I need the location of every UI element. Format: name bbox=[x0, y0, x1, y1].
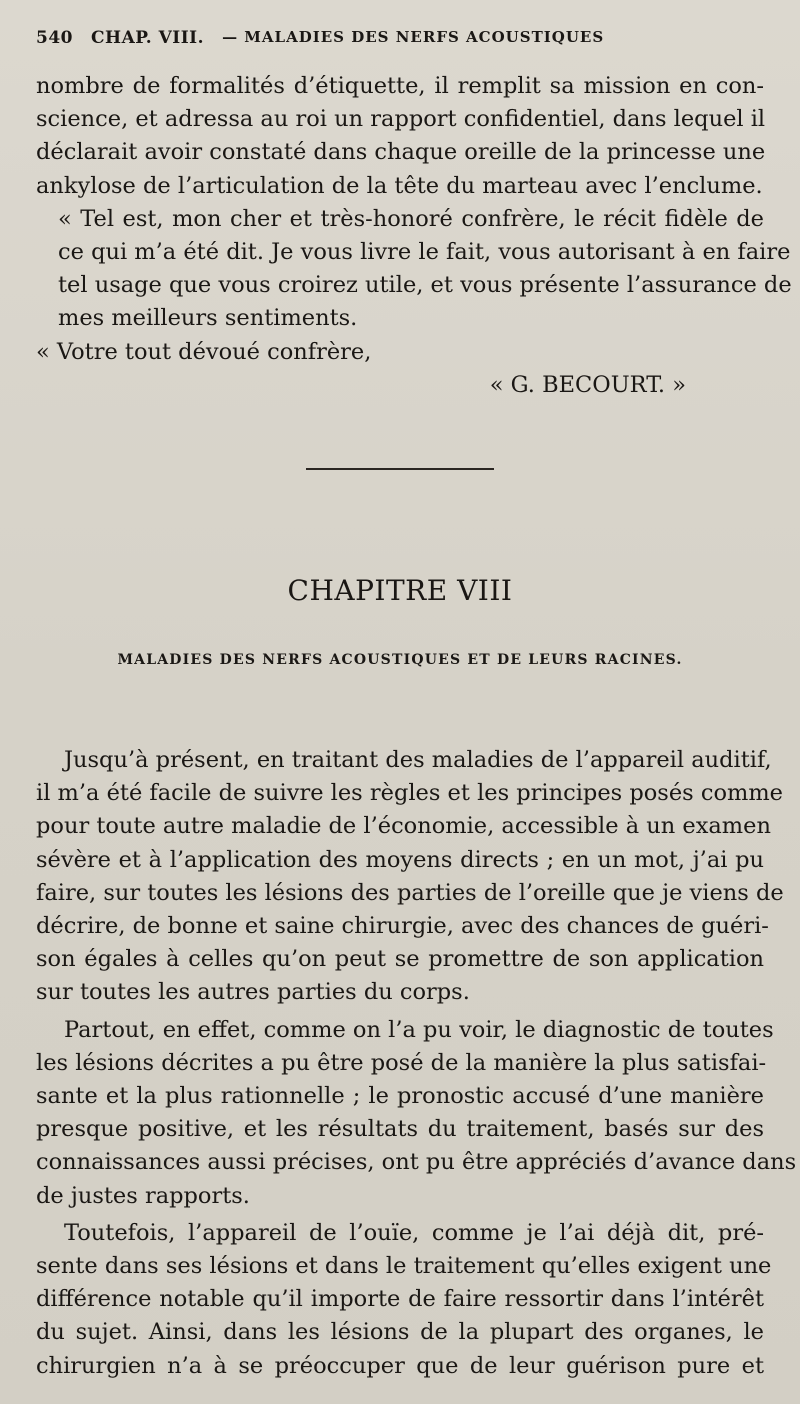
running-header bbox=[36, 28, 764, 48]
letter-paragraph bbox=[36, 203, 792, 336]
chapter-label: CHAP. VIII. bbox=[91, 28, 205, 48]
text-line: son égales à celles qu’on peut se promettre de son application bbox=[36, 946, 764, 973]
text-line: « Tel est, mon cher et très-honoré confrère, le récit fidèle de bbox=[58, 205, 764, 232]
text-line: connaissances aussi précises, ont pu être appréciés d’avance dans bbox=[36, 1149, 797, 1176]
text-line: du sujet. Ainsi, dans les lésions de la plupart des organes, le bbox=[36, 1319, 764, 1346]
text-line: il m’a été facile de suivre les règles et les principes posés comme bbox=[36, 780, 783, 807]
text-line: mes meilleurs sentiments. bbox=[58, 305, 358, 332]
chapter-title: CHAPITRE VIII bbox=[287, 574, 513, 607]
text-line: faire, sur toutes les lésions des parties de l’oreille que je viens de bbox=[36, 879, 784, 906]
text-line: sante et la plus rationnelle ; le pronostic accusé d’une manière bbox=[36, 1083, 764, 1110]
text-line: ce qui m’a été dit. Je vous livre le fait, vous autorisant à en faire bbox=[58, 239, 791, 266]
text-line: presque positive, et les résultats du traitement, basés sur des bbox=[36, 1116, 764, 1143]
text-line: de justes rapports. bbox=[36, 1182, 250, 1209]
text-line: Partout, en effet, comme on l’a pu voir, le diagnostic de toutes bbox=[64, 1016, 774, 1043]
continuation-paragraph bbox=[36, 70, 764, 203]
continuation-block bbox=[36, 70, 792, 402]
running-title: — MALADIES DES NERFS ACOUSTIQUES bbox=[222, 28, 605, 46]
text-line: sur toutes les autres parties du corps. bbox=[36, 979, 470, 1006]
text-line: différence notable qu’il importe de faire ressortir dans l’intérêt bbox=[36, 1286, 764, 1313]
letter-closing: « Votre tout dévoué confrère, bbox=[36, 338, 372, 365]
text-line: chirurgien n’a à se préoccuper que de leur guérison pure et bbox=[36, 1352, 764, 1379]
body-paragraph-1 bbox=[36, 744, 784, 1010]
body-paragraph-3 bbox=[36, 1217, 772, 1383]
text-line: sévère et à l’application des moyens directs ; en un mot, j’ai pu bbox=[36, 846, 764, 873]
text-line: science, et adressa au roi un rapport confidentiel, dans lequel il bbox=[36, 106, 766, 133]
text-line: Toutefois, l’appareil de l’ouïe, comme je l’ai déjà dit, pré- bbox=[64, 1219, 764, 1246]
text-line: sente dans ses lésions et dans le traitement qu’elles exigent une bbox=[36, 1253, 772, 1280]
body-text bbox=[36, 744, 797, 1383]
body-paragraph-2 bbox=[36, 1014, 797, 1213]
text-line: pour toute autre maladie de l’économie, accessible à un examen bbox=[36, 813, 771, 840]
text-line: tel usage que vous croirez utile, et vous présente l’assurance de bbox=[58, 272, 792, 299]
chapter-subtitle: MALADIES DES NERFS ACOUSTIQUES ET DE LEURS RACINES. bbox=[117, 652, 683, 668]
page-number: 540 bbox=[36, 28, 73, 48]
text-line: Jusqu’à présent, en traitant des maladies de l’appareil auditif, bbox=[64, 747, 772, 773]
section-divider bbox=[306, 468, 494, 470]
text-line: déclarait avoir constaté dans chaque oreille de la princesse une bbox=[36, 139, 766, 166]
text-line: nombre de formalités d’étiquette, il remplit sa mission en con- bbox=[36, 73, 764, 99]
text-line: ankylose de l’articulation de la tête du marteau avec l’enclume. bbox=[36, 172, 763, 199]
letter-signature: « G. BECOURT. » bbox=[489, 371, 686, 398]
text-line: décrire, de bonne et saine chirurgie, avec des chances de guéri- bbox=[36, 913, 769, 940]
text-line: les lésions décrites a pu être posé de la manière la plus satisfai- bbox=[36, 1049, 767, 1076]
